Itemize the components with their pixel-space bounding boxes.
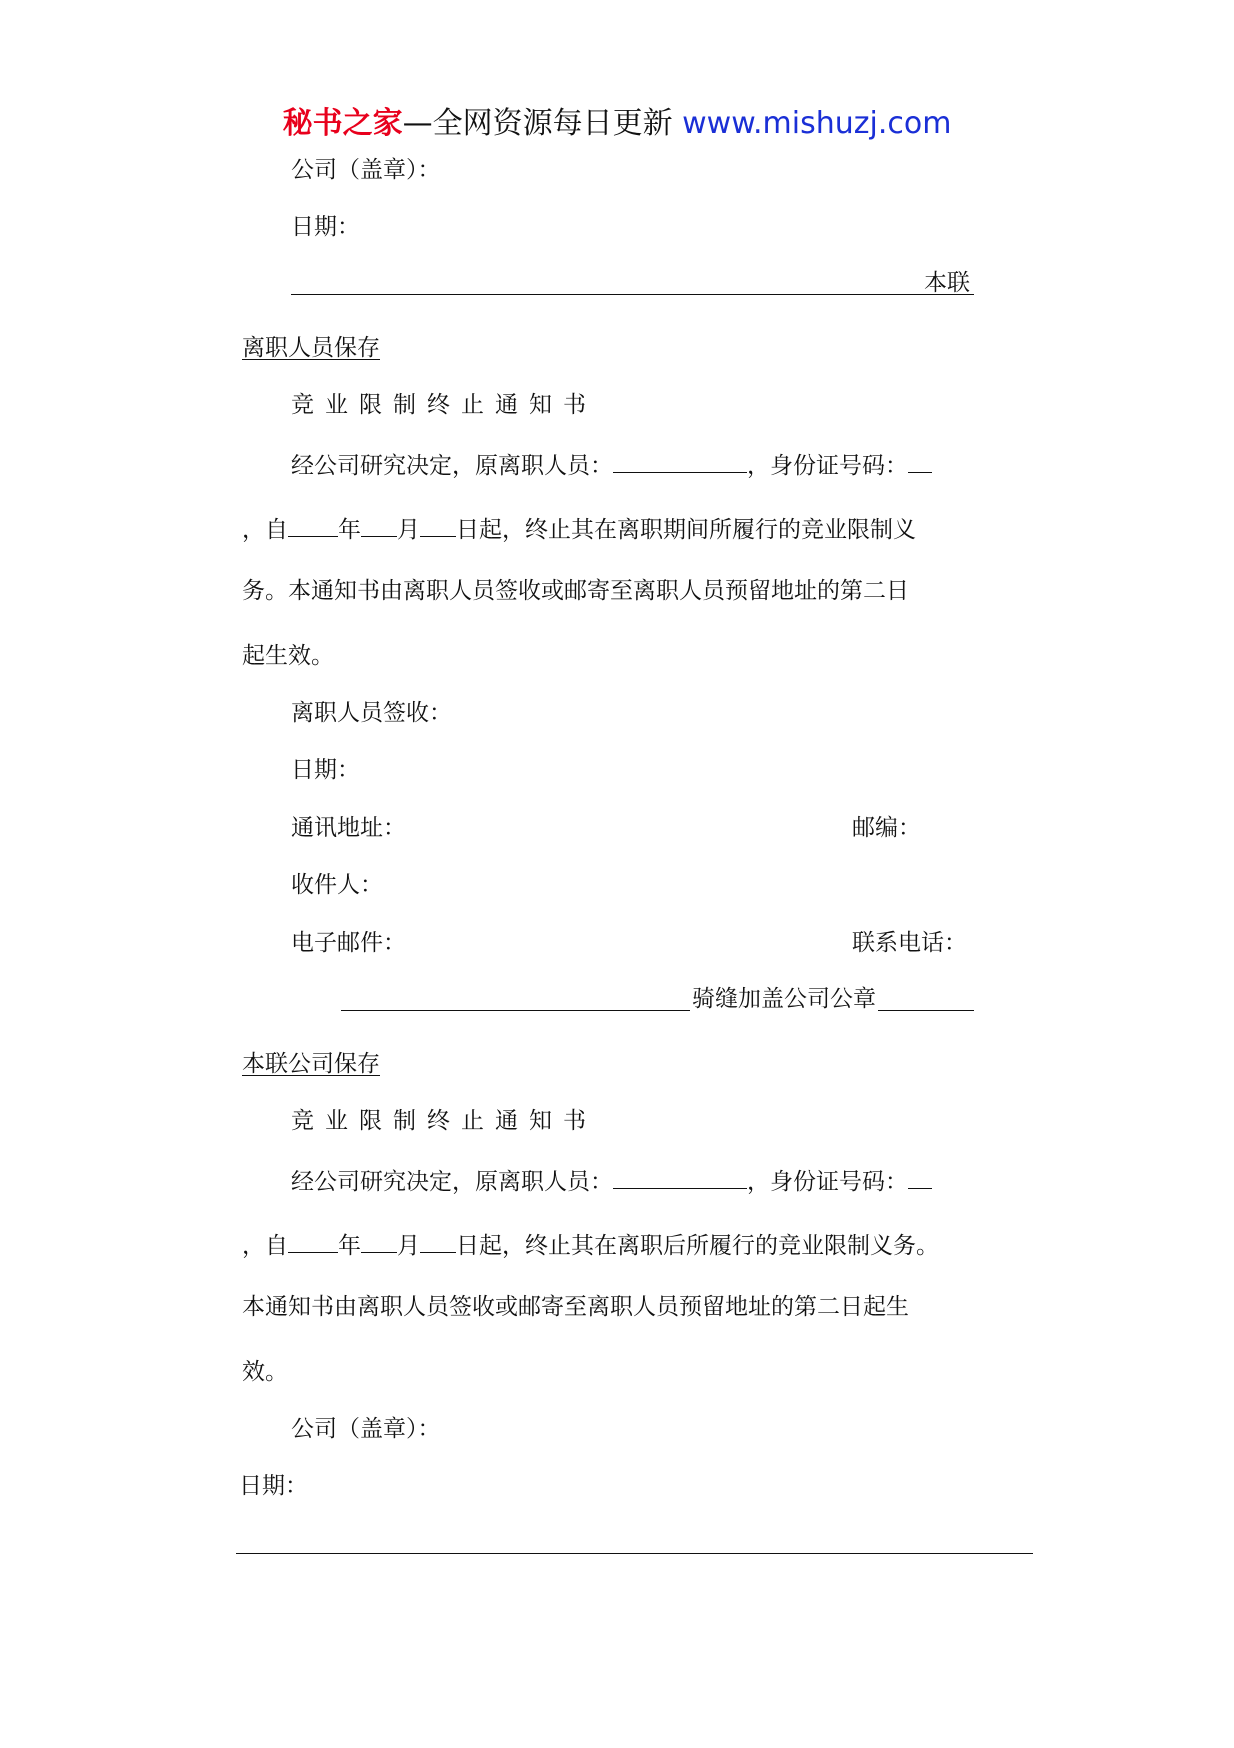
brand-name: 秘书之家 xyxy=(282,106,403,141)
month-blank[interactable] xyxy=(361,1228,397,1253)
day-blank[interactable] xyxy=(420,512,456,537)
paragraph-line: ，自 年 月 日起，终止其在离职期间所履行的竞业限制义 xyxy=(242,512,916,545)
signature-label: 离职人员签收： xyxy=(291,700,452,726)
paragraph-line: 效。 xyxy=(242,1359,288,1385)
copy-label-tail: 本联 xyxy=(924,270,970,296)
phone-label: 联系电话： xyxy=(852,930,967,956)
paragraph-line: 经公司研究决定，原离职人员： ，身份证号码： xyxy=(291,448,932,481)
company-seal-label: 公司（盖章）： xyxy=(291,1416,441,1442)
year-blank[interactable] xyxy=(288,1228,338,1253)
paragraph-line: ，自 年 月 日起，终止其在离职后所履行的竞业限制义务。 xyxy=(242,1228,939,1261)
divider-line xyxy=(291,294,974,295)
id-number-blank[interactable] xyxy=(908,448,932,473)
email-label: 电子邮件： xyxy=(291,930,406,956)
day-blank[interactable] xyxy=(420,1228,456,1253)
paragraph-line: 本通知书由离职人员签收或邮寄至离职人员预留地址的第二日起生 xyxy=(242,1294,909,1320)
postcode-label: 邮编： xyxy=(852,815,921,841)
date-label: 日期： xyxy=(291,214,360,240)
id-number-blank[interactable] xyxy=(908,1164,932,1189)
paragraph-line: 经公司研究决定，原离职人员： ，身份证号码： xyxy=(291,1164,932,1197)
recipient-label: 收件人： xyxy=(291,872,383,898)
notice-title: 竞业限制终止通知书 xyxy=(291,392,597,418)
date-label: 日期： xyxy=(239,1473,308,1499)
sign-date-label: 日期： xyxy=(291,757,360,783)
seam-seal-label: 骑缝加盖公司公章 xyxy=(692,986,876,1012)
name-blank[interactable] xyxy=(613,1164,747,1189)
copy-label-employee: 离职人员保存 xyxy=(242,335,380,361)
site-header xyxy=(0,104,1234,144)
address-label: 通讯地址： xyxy=(291,815,406,841)
name-blank[interactable] xyxy=(613,448,747,473)
paragraph-line: 起生效。 xyxy=(242,643,334,669)
header-tagline: —全网资源每日更新 xyxy=(402,106,673,141)
footer-divider-line xyxy=(236,1553,1033,1554)
paragraph-line: 务。本通知书由离职人员签收或邮寄至离职人员预留地址的第二日 xyxy=(242,578,909,604)
year-blank[interactable] xyxy=(288,512,338,537)
company-seal-label: 公司（盖章）： xyxy=(291,157,441,183)
copy-label-company: 本联公司保存 xyxy=(242,1051,380,1077)
header-url-link[interactable]: www.mishuzj.com xyxy=(682,106,952,141)
seam-divider-line xyxy=(341,1010,974,1011)
notice-title: 竞业限制终止通知书 xyxy=(291,1108,597,1134)
month-blank[interactable] xyxy=(361,512,397,537)
